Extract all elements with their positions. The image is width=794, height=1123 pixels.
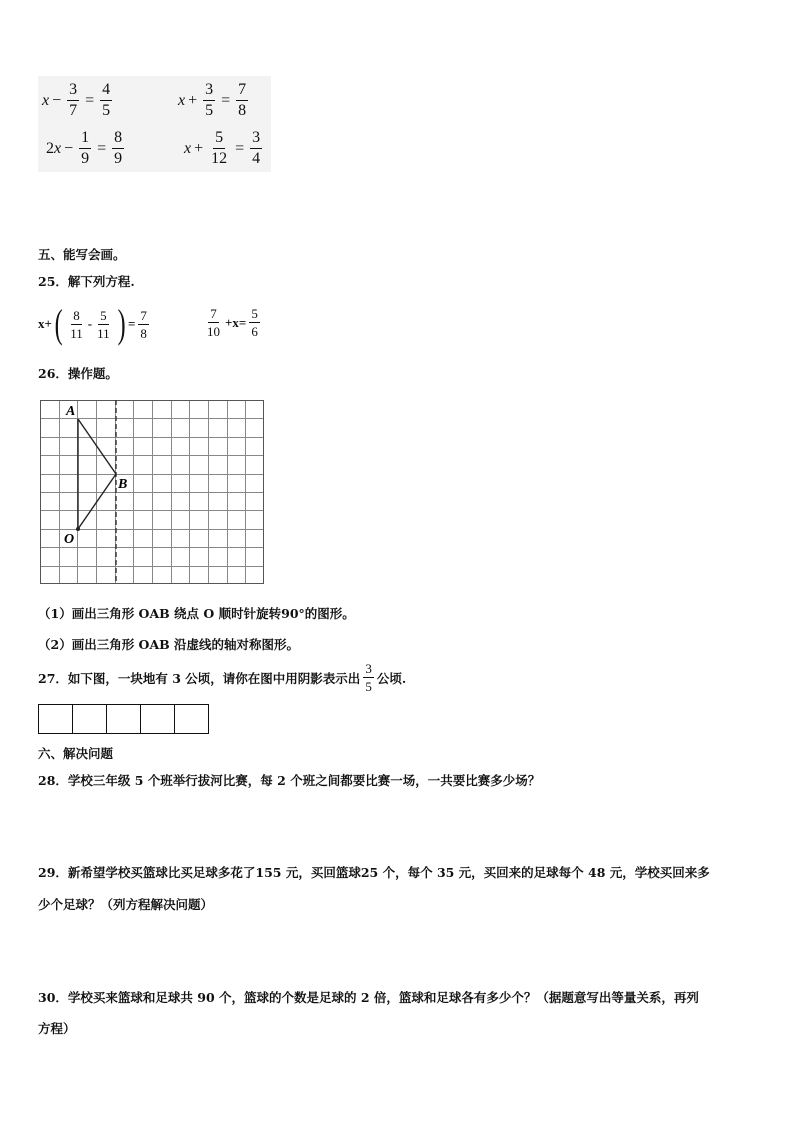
question-26-sub-1: （1）画出三角形 OAB 绕点 O 顺时针旋转90°的图形。 xyxy=(38,606,355,621)
denominator: 11 xyxy=(97,325,110,341)
equation-3 xyxy=(46,130,127,167)
numerator: 1 xyxy=(79,130,91,149)
equals-sign: = xyxy=(127,316,136,331)
question-28: 28．学校三年级 5 个班举行拔河比赛，每 2 个班之间都要比赛一场，一共要比赛多少场？ xyxy=(38,773,541,788)
eq-op: − xyxy=(52,91,62,109)
point-o xyxy=(76,527,80,531)
question-30-line-2: 方程） xyxy=(38,1021,76,1036)
eq-op: − xyxy=(64,139,74,157)
equals-sign: = xyxy=(221,91,231,109)
question-25-title: 25．解下列方程. xyxy=(38,274,135,289)
fraction xyxy=(79,130,91,167)
denominator: 4 xyxy=(252,150,261,167)
question-26-sub-2: （2）画出三角形 OAB 沿虚线的轴对称图形。 xyxy=(38,637,300,652)
q27-text-pre: 27．如下图，一块地有 3 公顷，请你在图中用阴影表示出 xyxy=(38,670,361,686)
equation-2 xyxy=(178,82,251,119)
question-30-line-1: 30．学校买来篮球和足球共 90 个，篮球的个数是足球的 2 倍，篮球和足球各有多少个？（据题意写出等量关系，再列 xyxy=(38,990,699,1005)
denominator: 5 xyxy=(102,102,111,119)
eq-mid: +x= xyxy=(225,314,247,330)
eq-lead: x+ xyxy=(38,316,52,331)
equals-sign: = xyxy=(235,139,245,157)
eq-var: x xyxy=(42,91,50,109)
equals-sign: = xyxy=(85,91,95,109)
land-cell[interactable] xyxy=(140,704,175,734)
land-cell[interactable] xyxy=(38,704,73,734)
numerator: 5 xyxy=(100,307,107,323)
equation-4 xyxy=(184,130,265,167)
question-29-line-2: 少个足球？（列方程解决问题） xyxy=(38,897,214,912)
denominator: 9 xyxy=(114,150,123,167)
grid-figure xyxy=(40,400,264,584)
numerator: 4 xyxy=(100,82,112,101)
eq-coef: 2 xyxy=(46,139,54,157)
right-paren: ) xyxy=(117,301,126,346)
section-heading-5: 五、能写会画。 xyxy=(38,247,126,262)
numerator: 3 xyxy=(365,661,372,676)
q25-equation-b xyxy=(202,307,263,338)
fraction xyxy=(205,307,222,338)
eq-var: x xyxy=(178,91,186,109)
eq-op: + xyxy=(194,139,204,157)
denominator: 7 xyxy=(69,102,78,119)
eq-var: x xyxy=(54,139,62,157)
question-26-title: 26．操作题。 xyxy=(38,366,118,381)
question-27 xyxy=(38,662,406,693)
fraction xyxy=(203,82,215,119)
denominator: 6 xyxy=(251,324,258,339)
numerator: 3 xyxy=(67,82,79,101)
denominator: 8 xyxy=(238,102,247,119)
section-heading-6: 六、解决问题 xyxy=(38,746,114,761)
q27-text-post: 公顷. xyxy=(376,670,407,686)
eq-var: x xyxy=(184,139,192,157)
numerator: 5 xyxy=(213,130,225,149)
left-paren: ( xyxy=(54,301,63,346)
eq-op: + xyxy=(188,91,198,109)
land-cell[interactable] xyxy=(72,704,107,734)
grid-svg xyxy=(40,400,264,584)
numerator: 7 xyxy=(210,306,217,321)
land-cell[interactable] xyxy=(174,704,209,734)
denominator: 5 xyxy=(365,679,372,694)
fraction xyxy=(209,130,229,167)
numerator: 5 xyxy=(251,306,258,321)
numerator: 7 xyxy=(140,307,147,323)
equation-1 xyxy=(42,82,115,119)
fraction xyxy=(68,309,85,340)
land-cells xyxy=(38,704,209,734)
numerator: 7 xyxy=(236,82,248,101)
fraction xyxy=(236,82,248,119)
fraction xyxy=(112,130,124,167)
eq-op: - xyxy=(87,316,93,331)
fraction xyxy=(95,309,112,340)
denominator: 8 xyxy=(140,325,147,341)
fraction xyxy=(100,82,112,119)
label-a: A xyxy=(66,404,76,419)
question-29-line-1: 29．新希望学校买篮球比买足球多花了155 元，买回篮球25 个，每个 35 元，买回来的足球每个 48 元，学校买回来多 xyxy=(38,865,710,880)
label-o: O xyxy=(64,532,75,547)
fraction xyxy=(249,307,260,338)
numerator: 8 xyxy=(112,130,124,149)
denominator: 11 xyxy=(70,325,83,341)
numerator: 8 xyxy=(73,307,80,323)
land-cell[interactable] xyxy=(106,704,141,734)
q25-equation-a xyxy=(38,301,152,346)
numerator: 3 xyxy=(203,82,215,101)
denominator: 12 xyxy=(211,150,228,167)
label-b: B xyxy=(118,477,128,492)
fraction xyxy=(363,662,374,693)
equals-sign: = xyxy=(97,139,107,157)
numerator: 3 xyxy=(250,130,262,149)
fraction xyxy=(138,309,149,340)
fraction xyxy=(67,82,79,119)
denominator: 9 xyxy=(81,150,90,167)
equations-image xyxy=(38,76,271,172)
fraction xyxy=(250,130,262,167)
denominator: 10 xyxy=(207,324,220,339)
denominator: 5 xyxy=(205,102,214,119)
